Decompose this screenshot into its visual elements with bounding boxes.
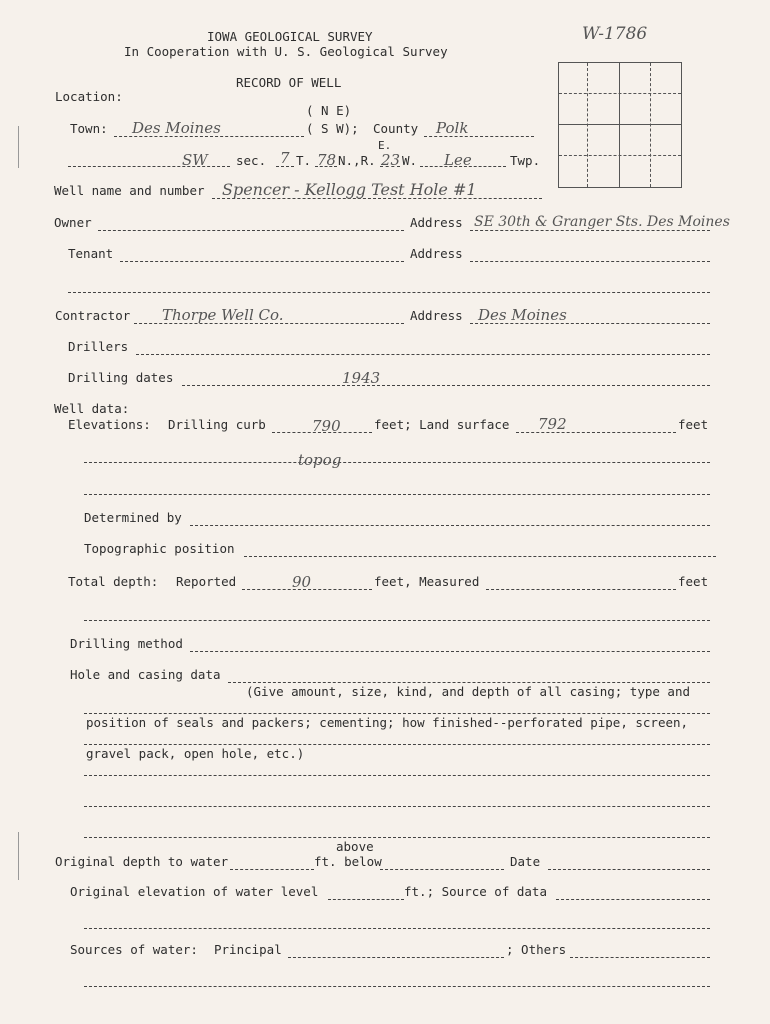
document-number: W-1786 — [582, 24, 648, 44]
casing-instructions-2: position of seals and packers; cementing; how finished--perforated pipe, screen, — [86, 715, 689, 730]
drilling-method-label: Drilling method — [70, 636, 183, 651]
twp-name-value: Lee — [444, 151, 472, 169]
contractor-address-value: Des Moines — [478, 306, 567, 324]
township-label: T. — [296, 153, 312, 168]
contractor-label: Contractor — [55, 308, 131, 323]
orig-depth-label: Original depth to water — [55, 854, 229, 869]
tenant-label: Tenant — [68, 246, 114, 261]
drilling-dates-value: 1943 — [342, 369, 381, 387]
form-title: RECORD OF WELL — [236, 75, 342, 90]
tenant-address-label: Address — [410, 246, 463, 261]
well-name-value: Spencer - Kellogg Test Hole #1 — [222, 180, 477, 199]
date-line — [548, 869, 710, 870]
location-label: Location: — [55, 89, 123, 104]
drillers-line — [136, 354, 710, 355]
well-data-label: Well data: — [54, 401, 130, 416]
above-label: above — [336, 839, 374, 854]
water-line-3 — [84, 986, 710, 987]
sec-label: sec. — [236, 153, 267, 168]
drilling-method-line — [190, 651, 710, 652]
east-label: E. — [378, 139, 392, 152]
date-label: Date — [510, 854, 541, 869]
county-value: Polk — [436, 119, 469, 137]
drilling-dates-label: Drilling dates — [68, 370, 174, 385]
reported-value: 90 — [292, 573, 312, 591]
survey-name: IOWA GEOLOGICAL SURVEY — [207, 29, 373, 44]
topo-label: Topographic position — [84, 541, 235, 556]
others-line — [570, 957, 710, 958]
tenant-address-line — [470, 261, 710, 262]
drilling-dates-line — [182, 385, 710, 386]
elevations-line-2 — [84, 462, 710, 463]
water-line-2 — [84, 928, 710, 929]
source-of-data-label: ft.; Source of data — [404, 884, 547, 899]
total-depth-line-2 — [84, 620, 710, 621]
owner-line — [98, 230, 404, 231]
casing-instructions-1: (Give amount, size, kind, and depth of all casing; type and — [246, 684, 691, 699]
reported-label: Reported — [176, 574, 237, 589]
determined-line — [190, 525, 710, 526]
binder-mark-top — [18, 126, 19, 168]
orig-depth-line — [230, 869, 314, 870]
elevations-note: topog — [298, 451, 342, 469]
owner-address-value: SE 30th & Granger Sts. Des Moines — [474, 214, 730, 230]
feet-measured-label: feet, Measured — [374, 574, 480, 589]
drillers-label: Drillers — [68, 339, 129, 354]
ft-below-label: ft. below — [314, 854, 382, 869]
hole-casing-label: Hole and casing data — [70, 667, 221, 682]
orig-elev-line — [328, 899, 404, 900]
n-r-label: N.,R. — [338, 153, 376, 168]
orig-elev-label: Original elevation of water level — [70, 884, 319, 899]
binder-mark-bottom — [18, 832, 19, 880]
hole-casing-line-6 — [84, 837, 710, 838]
casing-instructions-3: gravel pack, open hole, etc.) — [86, 746, 305, 761]
contractor-address-label: Address — [410, 308, 463, 323]
land-value: 792 — [538, 415, 567, 433]
elevations-line-3 — [84, 494, 710, 495]
hole-casing-line-4 — [84, 775, 710, 776]
county-label: County — [373, 121, 419, 136]
west-label: W. — [402, 153, 418, 168]
range-value: 23 — [381, 151, 401, 169]
feet-label-2: feet — [678, 574, 709, 589]
town-label: Town: — [70, 121, 108, 136]
below-line — [380, 869, 504, 870]
tenant-line — [120, 261, 404, 262]
feet-label: feet — [678, 417, 709, 432]
section-location-grid — [558, 62, 682, 188]
determined-label: Determined by — [84, 510, 182, 525]
owner-address-label: Address — [410, 215, 463, 230]
quarter-value: SW — [182, 151, 208, 169]
twp-label: Twp. — [510, 153, 541, 168]
topo-line — [244, 556, 716, 557]
town-value: Des Moines — [132, 119, 221, 137]
principal-line — [288, 957, 504, 958]
township-value: 78 — [317, 151, 337, 169]
source-of-data-line — [556, 899, 710, 900]
tenant-extra-line — [68, 292, 710, 293]
sources-label: Sources of water: — [70, 942, 198, 957]
hole-casing-line-2 — [84, 713, 710, 714]
hole-casing-line-5 — [84, 806, 710, 807]
direction-ne: ( N E) — [306, 103, 352, 118]
curb-value: 790 — [312, 417, 341, 435]
curb-label: Drilling curb — [168, 417, 266, 432]
total-depth-label: Total depth: — [68, 574, 159, 589]
principal-label: Principal — [214, 942, 282, 957]
hole-casing-line — [228, 682, 710, 683]
direction-sw: ( S W); — [306, 121, 359, 136]
measured-line — [486, 589, 676, 590]
section-value: 7 — [280, 149, 290, 167]
owner-address-line — [470, 230, 710, 231]
well-name-label: Well name and number — [54, 183, 205, 198]
others-label: ; Others — [506, 942, 567, 957]
hole-casing-line-3 — [84, 744, 710, 745]
feet-land-label: feet; Land surface — [374, 417, 510, 432]
elevations-label: Elevations: — [68, 417, 151, 432]
cooperation-line: In Cooperation with U. S. Geological Survey — [124, 44, 448, 59]
contractor-value: Thorpe Well Co. — [162, 306, 284, 324]
owner-label: Owner — [54, 215, 92, 230]
